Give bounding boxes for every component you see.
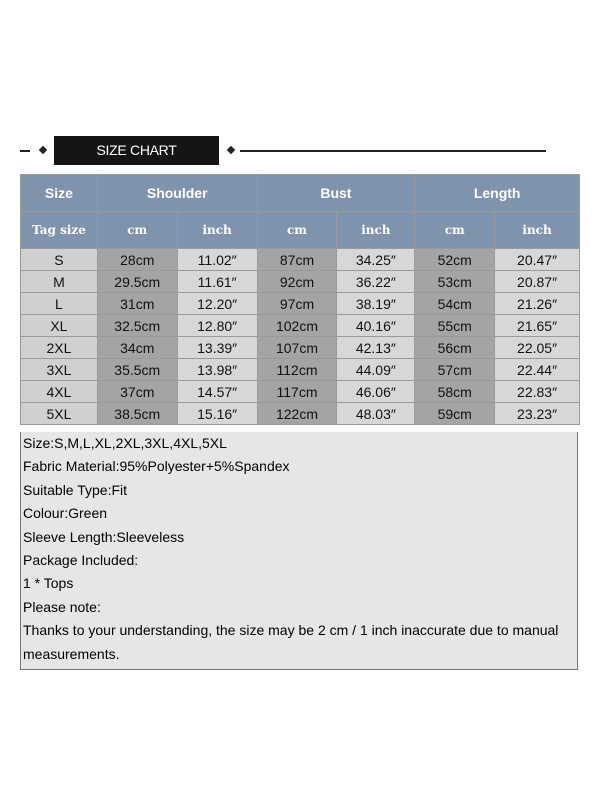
cell-shoulder-cm: 37cm (97, 381, 177, 403)
cell-shoulder-inch: 14.57″ (177, 381, 257, 403)
cell-size-label: XL (21, 315, 98, 337)
cell-bust-cm: 112cm (257, 359, 337, 381)
table-row (21, 403, 580, 425)
cell-shoulder-inch: 13.39″ (177, 337, 257, 359)
subheader-bust-inch: inch (337, 212, 415, 249)
cell-bust-cm: 107cm (257, 337, 337, 359)
subheader-bust-cm: cm (257, 212, 337, 249)
cell-length-inch: 20.87″ (495, 271, 580, 293)
table-row (21, 381, 580, 403)
cell-length-inch: 23.23″ (495, 403, 580, 425)
cell-bust-cm: 92cm (257, 271, 337, 293)
cell-shoulder-inch: 13.98″ (177, 359, 257, 381)
cell-shoulder-cm: 28cm (97, 249, 177, 271)
info-colour-line: Colour:Green (23, 505, 108, 522)
subheader-length-inch: inch (495, 212, 580, 249)
cell-length-cm: 59cm (415, 403, 495, 425)
table-row (21, 293, 580, 315)
cell-length-inch: 20.47″ (495, 249, 580, 271)
cell-shoulder-cm: 29.5cm (97, 271, 177, 293)
subheader-length-cm: cm (415, 212, 495, 249)
cell-length-inch: 22.44″ (495, 359, 580, 381)
size-chart-banner (0, 136, 600, 166)
subheader-shoulder-inch: inch (177, 212, 257, 249)
cell-shoulder-cm: 38.5cm (97, 403, 177, 425)
cell-shoulder-inch: 12.80″ (177, 315, 257, 337)
cell-size-label: 3XL (21, 359, 98, 381)
cell-shoulder-cm: 31cm (97, 293, 177, 315)
subheader-shoulder-cm: cm (97, 212, 177, 249)
info-size-line: Size:S,M,L,XL,2XL,3XL,4XL,5XL (23, 435, 227, 451)
cell-bust-cm: 117cm (257, 381, 337, 403)
cell-size-label: 5XL (21, 403, 98, 425)
cell-bust-inch: 40.16″ (337, 315, 415, 337)
cell-bust-inch: 44.09″ (337, 359, 415, 381)
cell-size-label: L (21, 293, 98, 315)
info-type-line: Suitable Type:Fit (23, 481, 128, 498)
banner-diamond-left (39, 146, 47, 154)
size-table (20, 174, 580, 425)
banner-title: SIZE CHART (54, 136, 219, 165)
cell-bust-inch: 42.13″ (337, 337, 415, 359)
cell-size-label: M (21, 271, 98, 293)
table-row (21, 359, 580, 381)
header-length: Length (415, 175, 580, 212)
table-row (21, 337, 580, 359)
cell-length-inch: 22.05″ (495, 337, 580, 359)
header-size: Size (21, 175, 98, 212)
cell-bust-cm: 97cm (257, 293, 337, 315)
table-row (21, 271, 580, 293)
cell-bust-inch: 46.06″ (337, 381, 415, 403)
table-row (21, 249, 580, 271)
cell-length-cm: 52cm (415, 249, 495, 271)
cell-length-inch: 22.83″ (495, 381, 580, 403)
banner-rule-right (240, 150, 546, 152)
cell-bust-cm: 102cm (257, 315, 337, 337)
cell-length-inch: 21.65″ (495, 315, 580, 337)
cell-length-cm: 55cm (415, 315, 495, 337)
product-info-box (20, 432, 578, 670)
group-header-row (21, 175, 580, 212)
cell-length-inch: 21.26″ (495, 293, 580, 315)
info-fabric-line: Fabric Material:95%Polyester+5%Spandex (23, 458, 290, 475)
info-note-text: Thanks to your understanding, the size may be 2 cm / 1 inch inaccurate due to manual measurements. (23, 622, 559, 662)
header-bust: Bust (257, 175, 415, 212)
info-tops-line: 1 * Tops (23, 575, 74, 592)
cell-shoulder-cm: 35.5cm (97, 359, 177, 381)
cell-length-cm: 58cm (415, 381, 495, 403)
banner-dash-left (20, 150, 30, 152)
cell-shoulder-inch: 12.20″ (177, 293, 257, 315)
info-sleeve-line: Sleeve Length:Sleeveless (23, 528, 185, 545)
banner-diamond-right (227, 146, 235, 154)
table-row (21, 315, 580, 337)
cell-length-cm: 56cm (415, 337, 495, 359)
header-shoulder: Shoulder (97, 175, 257, 212)
info-package-line: Package Included: (23, 552, 139, 569)
cell-shoulder-cm: 32.5cm (97, 315, 177, 337)
cell-size-label: 4XL (21, 381, 98, 403)
cell-length-cm: 54cm (415, 293, 495, 315)
cell-bust-inch: 48.03″ (337, 403, 415, 425)
cell-bust-cm: 122cm (257, 403, 337, 425)
cell-length-cm: 53cm (415, 271, 495, 293)
cell-shoulder-inch: 11.61″ (177, 271, 257, 293)
info-note-line: Please note: (23, 598, 101, 615)
sub-header-row (21, 212, 580, 249)
cell-bust-inch: 34.25″ (337, 249, 415, 271)
cell-shoulder-inch: 15.16″ (177, 403, 257, 425)
cell-size-label: 2XL (21, 337, 98, 359)
cell-bust-inch: 36.22″ (337, 271, 415, 293)
cell-shoulder-inch: 11.02″ (177, 249, 257, 271)
subheader-tag-size: Tag size (21, 212, 98, 249)
cell-shoulder-cm: 34cm (97, 337, 177, 359)
cell-bust-cm: 87cm (257, 249, 337, 271)
cell-length-cm: 57cm (415, 359, 495, 381)
cell-size-label: S (21, 249, 98, 271)
cell-bust-inch: 38.19″ (337, 293, 415, 315)
